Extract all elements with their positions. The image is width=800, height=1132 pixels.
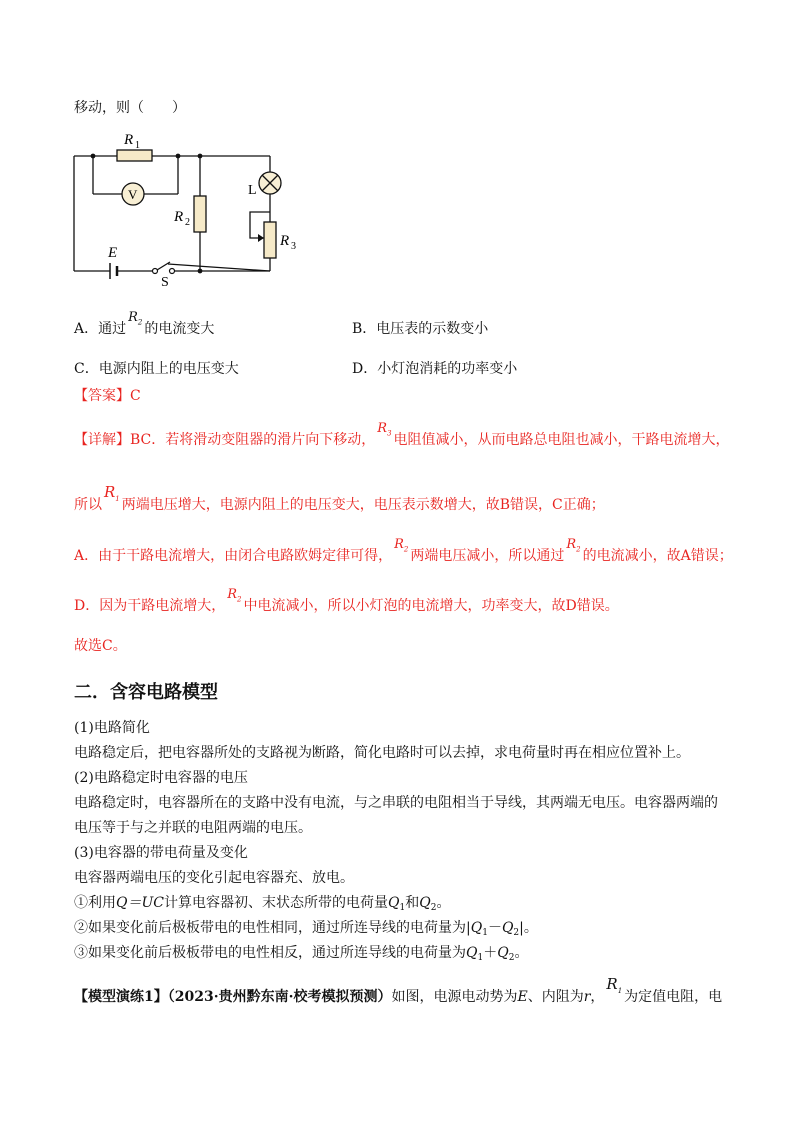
label-r2-sub: 2 xyxy=(185,217,190,228)
label-r2: R xyxy=(174,209,184,225)
section-title: 二．含容电路模型 xyxy=(74,682,218,703)
label-l: L xyxy=(248,183,257,198)
detail-line-2: 所以$R_1$ 两端电压增大，电源内阻上的电压变大，电压表示数增大，故B错误，C正确； xyxy=(74,483,605,513)
label-r3: R xyxy=(280,233,290,249)
body-p2: 电路稳定后，把电容器所处的支路视为断路，简化电路时可以去掉，求电荷量时再在相应位置补上。 xyxy=(74,745,690,761)
body-p7: 电容器两端电压的变化引起电容器充、放电。 xyxy=(74,870,354,886)
detail-line-3: A．由于干路电流增大，由闭合电路欧姆定律可得，$R_2$ 两端电压减小，所以通过$R_2$ 的电流减小，故A错误； xyxy=(74,537,733,564)
answer-line: 【答案】C xyxy=(74,388,141,404)
label-v: V xyxy=(128,187,138,202)
body-p10: ③如果变化前后极板带电的电性相反，通过所连导线的电荷量为$Q_1+Q_2$。 xyxy=(74,945,529,963)
symbol-r2: $R_2$ xyxy=(128,310,143,327)
label-r1: R xyxy=(124,132,134,148)
option-c[interactable]: C．电源内阻上的电压变大 xyxy=(74,361,239,377)
question-tail: 移动，则（ ） xyxy=(74,100,186,116)
detail-line-1: 【详解】BC．若将滑动变阻器的滑片向下移动，$R_3$ 电阻值减小，从而电路总电阻也减小，干路电流增大， xyxy=(74,421,730,448)
circuit-diagram xyxy=(60,126,300,286)
resistor-r1 xyxy=(117,150,152,161)
option-b[interactable]: B．电压表的示数变小 xyxy=(352,321,489,337)
body-p1: (1)电路简化 xyxy=(74,720,150,736)
body-p8: ①利用Q＝UC计算电容器初、末状态所带的电荷量$Q_1$和$Q_2$。 xyxy=(74,895,451,913)
detail-line-5: 故选C。 xyxy=(74,638,127,654)
option-a[interactable]: A．通过$R_2$ 的电流变大 xyxy=(74,310,215,337)
body-p5: 电压等于与之并联的电阻两端的电压。 xyxy=(74,820,312,836)
rheostat-r3 xyxy=(264,222,276,258)
lamp-icon xyxy=(259,172,281,194)
battery-icon xyxy=(110,263,117,279)
exercise-line: 【模型演练1】（2023·贵州黔东南·校考模拟预测）如图，电源电动势为E、内阻为r，$R_1$ 为定值电阻，电 xyxy=(74,975,723,1005)
slider-arrow-icon xyxy=(258,234,264,242)
option-d[interactable]: D．小灯泡消耗的功率变小 xyxy=(352,361,518,377)
body-p9: ②如果变化前后极板带电的电性相同，通过所连导线的电荷量为$|Q_1-Q_2|$。 xyxy=(74,920,538,938)
exercise-tag: 【模型演练1】 xyxy=(74,989,168,1005)
resistor-r2 xyxy=(194,196,206,232)
exercise-source: （2023·贵州黔东南·校考模拟预测） xyxy=(167,989,392,1005)
label-r3-sub: 3 xyxy=(291,241,296,252)
body-p3: (2)电路稳定时电容器的电压 xyxy=(74,770,248,786)
label-e: E xyxy=(108,245,118,261)
body-p4: 电路稳定时，电容器所在的支路中没有电流，与之串联的电阻相当于导线，其两端无电压。电容器两端的 xyxy=(74,795,718,811)
body-p6: (3)电容器的带电荷量及变化 xyxy=(74,845,248,861)
label-r1-sub: 1 xyxy=(135,140,140,151)
label-s: S xyxy=(161,275,169,286)
detail-line-4: D．因为干路电流增大，$R_2$ 中电流减小，所以小灯泡的电流增大，功率变大，故D错误。 xyxy=(74,587,619,614)
